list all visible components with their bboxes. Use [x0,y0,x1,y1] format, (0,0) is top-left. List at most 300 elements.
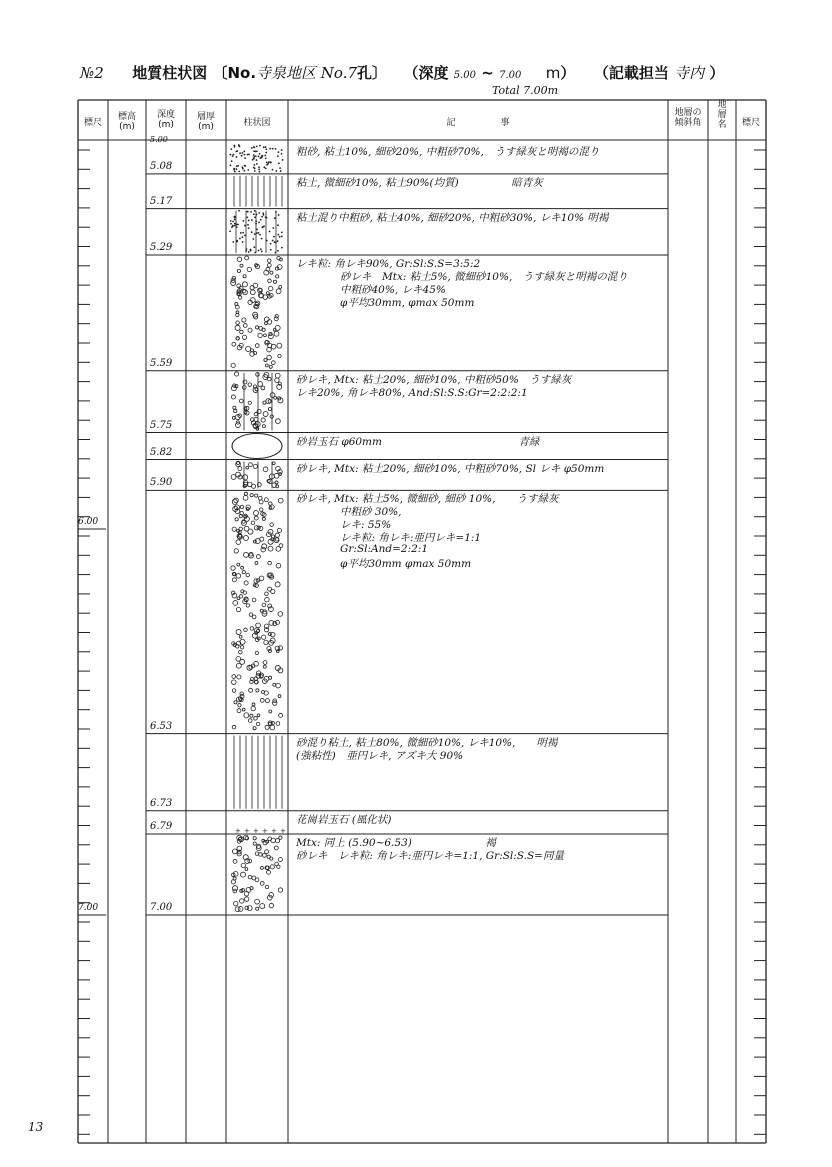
layer-description-line: Gr:Sl:And=2:2:1 [340,543,429,556]
pattern-mark [260,882,264,886]
pattern-mark [269,286,273,290]
pattern-mark [262,212,264,214]
pattern-mark [236,540,241,545]
pattern-mark [244,552,249,557]
pattern-mark [253,154,255,156]
pattern-mark [236,240,238,242]
sheet-number: №2 [80,64,104,82]
pattern-mark [275,582,280,587]
pattern-mark [250,714,253,717]
pattern-mark [275,148,277,150]
pattern-mark [280,170,282,172]
pattern-mark [267,163,269,165]
pattern-mark [234,171,236,173]
pattern-mark [236,663,241,668]
pattern-mark [240,899,244,903]
pattern-mark [268,161,270,163]
pattern-mark [268,546,273,551]
pattern-mark [258,155,260,157]
pattern-mark [269,903,274,908]
pattern-mark [236,156,238,158]
pattern-mark [249,463,253,467]
pattern-mark [230,148,232,150]
pattern-mark [256,214,258,216]
pattern-mark [279,544,283,548]
pattern-mark [244,897,248,901]
layer-depth: 5.59 [150,357,173,369]
pattern-mark [240,232,242,234]
pattern-mark [255,150,257,152]
sheet-title: 地質柱状図 [132,64,208,82]
no-label: 〔No. [212,64,257,82]
pattern-mark [259,853,263,857]
depth-unit: m [545,64,561,82]
pattern-mark [254,717,258,721]
pattern-mark [263,467,268,472]
pattern-mark [277,528,281,532]
pattern-mark [281,247,283,249]
pattern-mark [248,875,252,879]
pattern-mark [250,290,255,295]
pattern-mark [245,868,248,871]
pattern-mark [239,399,243,403]
pattern-mark [236,226,238,228]
pattern-mark [256,689,259,692]
col-scale-right: 標尺 [741,118,760,128]
pattern-mark [242,282,247,287]
pattern-mark [244,225,246,227]
pattern-mark [234,701,237,704]
pattern-mark [258,496,262,500]
pattern-mark [276,289,281,294]
pattern-mark [234,549,238,553]
pattern-mark [233,871,238,876]
pattern-mark [244,628,248,632]
pattern-mark [276,563,281,568]
pattern-mark [260,904,265,909]
pattern-mark [255,344,259,348]
pattern-mark [265,885,268,888]
pattern-mark [277,343,282,348]
pattern-mark [277,155,279,157]
pattern-mark [265,322,268,325]
pattern-mark [261,157,263,159]
pattern-mark [256,163,258,165]
pattern-mark [242,236,244,238]
layer-description-line: レキ粒: 角レキ90%, Gr:Sl:S.S=3:5:2 [296,257,481,270]
pattern-mark [267,263,271,267]
pattern-mark [236,657,241,662]
pattern-mark [267,355,272,360]
pattern-mark [243,535,248,540]
pattern-mark [263,214,265,216]
pattern-mark [234,146,236,148]
pattern-mark [247,224,249,226]
pattern-mark [267,895,272,900]
pattern-mark [252,238,254,240]
pattern-mark [236,574,241,579]
pattern-mark [254,252,256,254]
pattern-mark [279,236,281,238]
depth-to: 7.00 [499,70,522,81]
pattern-mark [242,708,245,711]
pattern-mark [255,651,258,654]
pattern-mark: + [262,826,268,835]
pattern-mark [248,328,252,332]
pattern-mark [270,865,274,869]
pattern-mark [254,526,258,530]
pattern-mark [262,853,266,857]
layer-description-line: Mtx: 同上 (5.90~6.53) 褐 [296,836,496,849]
pattern-mark [275,419,280,424]
pattern-mark [252,876,256,880]
pattern-mark [252,703,255,706]
pattern-mark [247,211,249,213]
total-depth: Total 7.00m [492,84,559,97]
pattern-mark [264,498,268,502]
pattern-mark [238,704,241,707]
pattern-mark [229,154,231,156]
pattern-mark [266,161,268,163]
pattern-mark [249,688,253,692]
pattern-mark [238,144,240,146]
pattern-mark [278,858,282,862]
pattern-mark [232,416,235,419]
pattern-mark [251,231,253,233]
pattern-mark [256,907,259,910]
pattern-mark [250,493,253,496]
pattern-mark [244,713,249,718]
pattern-mark [245,906,249,910]
pattern-mark [253,213,255,215]
pattern-mark [265,699,269,703]
layer-depth: 5.29 [150,241,173,253]
pattern-mark [245,256,249,260]
pattern-mark [247,169,249,171]
pattern-mark [254,412,257,415]
pattern-mark [267,870,271,874]
pattern-mark [239,635,242,638]
pattern-mark [282,159,284,161]
layer-depth: 5.17 [150,195,173,207]
pattern-mark [250,249,252,251]
pattern-mark [241,566,244,569]
pattern-mark [264,270,269,275]
pattern-mark [259,500,263,504]
layer-description-line: 中粗砂 30%, [340,506,402,519]
pattern-mark [260,248,262,250]
pattern-mark [234,409,237,412]
pattern-mark [268,334,273,339]
pattern-mark [239,527,243,531]
layer-depth: 5.82 [150,446,173,458]
col-formation: 地 層 名 [717,100,727,130]
pattern-mark [278,888,282,892]
pattern-mark [232,221,234,223]
pattern-mark [250,627,254,631]
pattern-mark [231,363,235,367]
pattern-mark [258,222,260,224]
pattern-mark [244,492,247,495]
pattern-mark [258,250,260,252]
layer-description-line: 砂レキ, Mtx: 粘土5%, 微細砂, 細砂 10%, うす緑灰 [296,493,559,506]
pattern-mark [278,354,281,357]
pattern-mark [234,498,239,503]
pattern-mark [230,164,232,166]
pattern-mark [261,251,263,253]
hole-label: 孔〕 [357,64,388,82]
pattern-mark [264,334,267,337]
pattern-mark [236,150,238,152]
pattern-mark [263,665,266,668]
depth-close: ） [560,64,576,82]
pattern-mark [247,267,251,271]
pattern-mark [262,517,265,520]
layer-description-line: 粘土混り中粗砂, 粘土40%, 細砂20%, 中粗砂30%, レキ10% 明褐 [296,211,609,224]
pattern-mark [232,155,234,157]
pattern-mark [254,216,256,218]
pattern-mark [274,331,279,336]
pattern-mark [254,661,259,666]
pattern-mark [279,286,282,289]
pattern-mark [231,395,235,399]
pattern-mark [231,566,235,570]
layer-description-line: 粗砂, 粘土10%, 細砂20%, 中粗砂70%, うす緑灰と明褐の混り [296,146,600,158]
pattern-mark [230,220,232,222]
pattern-mark [248,251,250,253]
pattern-mark [251,147,253,149]
pattern-mark [233,168,235,170]
pattern-mark [235,302,238,305]
pattern-mark [252,159,254,161]
layer-description-line: φ平均30mm, φmax 50mm [340,296,475,309]
pattern-mark [232,342,236,346]
recorder-label: （記載担当 [593,64,669,82]
pattern-mark [265,152,267,154]
pattern-mark [272,462,275,465]
pattern-mark [244,835,249,840]
pattern-mark [232,675,236,679]
pattern-mark [234,223,236,225]
col-scale-left: 標尺 [83,118,102,128]
pattern-mark [250,211,252,213]
pattern-mark [264,317,269,322]
pattern-mark [239,650,243,654]
pattern-mark [241,863,245,867]
pattern-mark [253,511,258,516]
layer-depth: 6.53 [150,720,173,732]
elevation-label: 6.00 [78,517,99,527]
pattern-mark [240,264,243,267]
pattern-mark [270,243,272,245]
col-dip: 地層の 傾斜角 [674,108,702,128]
pattern-mark [243,496,248,501]
pattern-mark [246,466,249,469]
pattern-mark [271,535,274,538]
pattern-mark [279,836,282,839]
pattern-mark [234,372,238,376]
pattern-mark [252,598,256,602]
pattern-mark [232,578,236,582]
layer-description-line: 砂レキ レキ粒: 角レキ:亜円レキ=1:1, Gr:Sl:S.S=同量 [296,849,564,862]
pattern-mark [238,296,241,299]
pattern-mark [242,232,244,234]
pattern-mark [274,846,278,850]
depth-from: 5.00 [453,70,477,81]
pattern-mark [239,595,242,598]
pattern-mark [231,160,233,162]
pattern-mark [240,330,244,334]
pattern-mark [255,220,257,222]
pattern-mark [261,216,263,218]
pattern-mark [272,148,274,150]
pattern-mark [243,275,246,278]
layer-description-line: (強粘性) 亜円レキ, アズキ大 90% [296,749,464,762]
pattern-mark [258,382,263,387]
pattern-mark [231,280,236,285]
pattern-mark [260,537,264,541]
pattern-mark [272,240,274,242]
pattern-mark [275,533,279,537]
pattern-mark [278,612,283,617]
depth-tilde: ~ [481,64,494,82]
pattern-mark [232,725,236,729]
pattern-mark [258,168,260,170]
pattern-mark [265,597,270,602]
pattern-mark [232,680,237,685]
pattern-mark [253,727,256,730]
pattern-mark [268,279,272,283]
pattern-mark [244,581,248,585]
pattern-mark [244,526,249,531]
pattern-mark [267,347,272,352]
layer-description-line: 砂レキ, Mtx: 粘土20%, 細砂10%, 中粗砂50% うす緑灰 [296,373,572,386]
pattern-mark [274,217,276,219]
depth-start: 5.00 [150,135,168,144]
elevation-label: 7.00 [78,903,99,913]
pattern-mark [263,840,267,844]
pattern-mark [276,683,281,688]
pattern-mark [248,383,252,387]
pattern-mark [236,607,240,611]
pattern-mark [260,508,263,511]
pattern-mark [272,169,274,171]
pattern-mark [263,661,267,665]
pattern-mark [265,592,269,596]
pattern-mark [245,250,247,252]
pattern-mark [242,152,244,154]
pattern-mark [259,288,262,291]
pattern-mark [256,373,260,377]
pattern-mark [278,498,283,503]
header-line [80,62,724,83]
pattern-mark [238,171,240,173]
pattern-mark [234,219,236,221]
pattern-mark [246,248,248,250]
pattern-mark [252,615,256,619]
pattern-mark [254,516,258,520]
pattern-mark [261,547,266,552]
pattern-mark [272,483,277,488]
pattern-mark [254,233,256,235]
pattern-mark [234,901,238,905]
pattern-mark [244,157,246,159]
pattern-mark [237,257,242,262]
pattern-mark [273,683,276,686]
pattern-mark [248,154,250,156]
pattern-mark [260,698,264,702]
pattern-mark [256,555,260,559]
pattern-mark [246,505,250,509]
boring-name: 寺泉地区 No.7 [256,64,358,82]
pattern-mark [256,145,258,147]
pattern-mark [278,214,280,216]
pattern-mark [277,240,279,242]
pattern-mark [243,324,247,328]
pattern-mark [271,838,276,843]
pattern-mark [240,505,243,508]
pattern-mark [230,223,232,225]
pattern-mark [281,149,283,151]
pattern-mark [259,234,261,236]
pattern-mark [237,224,239,226]
pattern-mark: + [280,826,286,835]
pattern-mark [264,358,267,361]
pattern-mark [259,145,261,147]
pattern-mark [231,386,236,391]
pattern-mark [235,423,240,428]
pattern-mark [275,862,279,866]
pattern-mark [259,576,264,581]
pattern-mark [277,234,279,236]
pattern-mark [263,412,268,417]
pattern-mark [232,527,236,531]
pattern-mark [233,406,236,409]
pattern-mark [269,365,272,368]
pattern-mark [257,714,260,717]
pattern-mark [232,689,236,693]
layer-depth: 7.00 [150,902,173,913]
pattern-mark [254,168,256,170]
pattern-mark [266,292,269,295]
pattern-mark [242,166,244,168]
pattern-mark [242,220,244,222]
layer-description-line: レキ20%, 角レキ80%, And:Sl:S.S:Gr=2:2:2:1 [296,386,528,399]
pattern-mark [275,170,277,172]
pattern-mark [253,164,255,166]
pattern-mark: + [253,826,259,835]
pattern-mark [275,378,280,383]
pattern-mark [236,321,240,325]
pattern-mark [279,167,281,169]
layer-description-line: φ平均30mm φmax 50mm [340,558,472,571]
pattern-mark [253,842,256,845]
pattern-mark [258,333,262,337]
pattern-mark [236,165,238,167]
pattern-mark [240,646,243,649]
layer-description-line: レキ粒: 角レキ:亜円レキ=1:1 [340,532,482,545]
pattern-mark [248,227,250,229]
pattern-mark [238,467,242,471]
pattern-mark [269,161,271,163]
pattern-mark [274,317,278,321]
pattern-mark [265,364,268,367]
pattern-mark [255,326,258,329]
pattern-mark [243,150,245,152]
pattern-mark [246,604,249,607]
pattern-mark [263,146,265,148]
pattern-mark [253,283,258,288]
